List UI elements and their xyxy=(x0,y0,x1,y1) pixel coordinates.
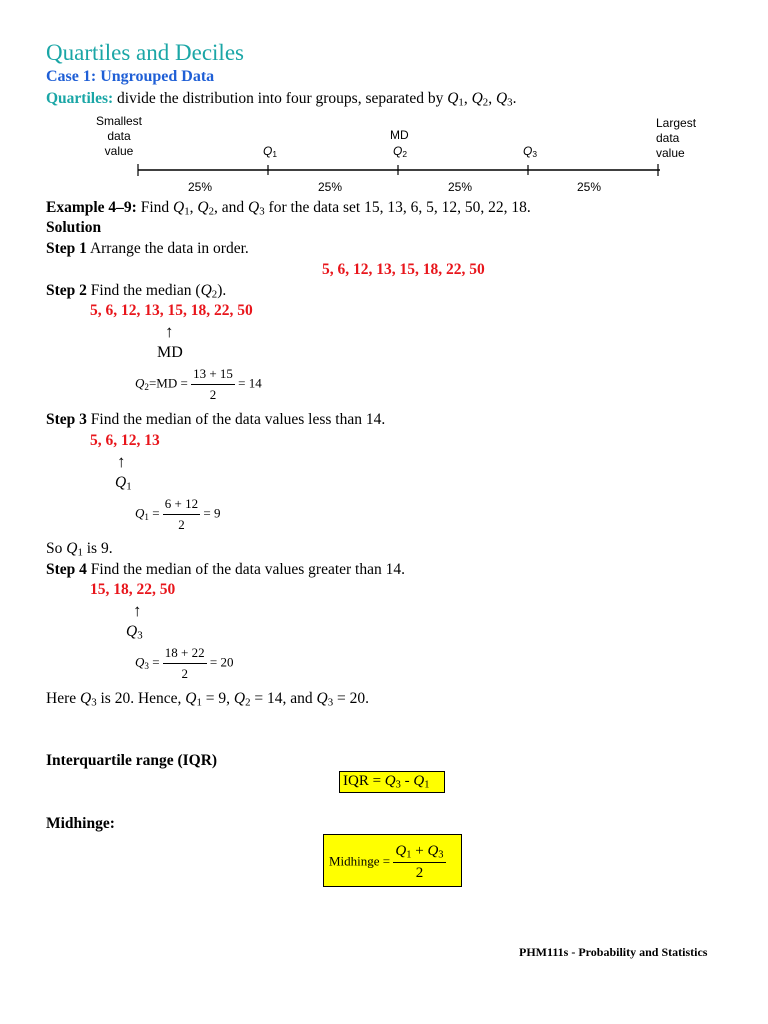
step1-data: 5, 6, 12, 13, 15, 18, 22, 50 xyxy=(322,261,485,278)
number-line xyxy=(130,160,670,180)
page-title: Quartiles and Deciles xyxy=(46,40,244,65)
percent-3: 25% xyxy=(448,180,473,194)
percent-2: 25% xyxy=(318,180,343,194)
iqr-heading: Interquartile range (IQR) xyxy=(46,752,218,769)
iqr-formula: IQR = $Q_3 - Q_1$ xyxy=(343,773,430,791)
q1-label: $Q_1$ xyxy=(115,474,132,493)
case-heading: Case 1: Ungrouped Data xyxy=(46,68,215,85)
quartiles-definition: Quartiles: divide the distribution into four groups, separated by $Q_1$, $Q_2$, $Q_3$. xyxy=(46,90,517,109)
step1-text: Step 1 Arrange the data in order. xyxy=(46,240,249,257)
step3-data: 5, 6, 12, 13 xyxy=(90,432,160,449)
step2-data: 5, 6, 12, 13, 15, 18, 22, 50 xyxy=(90,302,253,319)
midhinge-formula: Midhinge = $\frac{Q_1 + Q_3}{2}$ xyxy=(329,843,444,881)
step2-equation: $Q_2=MD$ = $\frac{13 + 15}{2}$ = 14 xyxy=(135,366,262,402)
q2-marker: $Q_2$ xyxy=(393,144,408,160)
step4-equation: $Q_3$ = $\frac{18 + 22}{2}$ = 20 xyxy=(135,645,234,681)
midhinge-heading: Midhinge: xyxy=(46,815,115,832)
step4-data: 15, 18, 22, 50 xyxy=(90,581,176,598)
quartiles-text: divide the distribution into four groups, separated by xyxy=(113,90,448,107)
percent-1: 25% xyxy=(188,180,213,194)
largest-label: Largest data value xyxy=(656,116,697,160)
md-marker: MD xyxy=(390,128,409,142)
md-arrow: ↑ xyxy=(165,322,174,341)
summary: Here $Q_3$ is 20. Hence, $Q_1 = 9$, $Q_2 = 14$, and $Q_3 = 20$. xyxy=(46,690,370,709)
q3-label: $Q_3$ xyxy=(126,623,143,642)
footer: PHM111s - Probability and Statistics xyxy=(519,945,708,959)
solution-heading: Solution xyxy=(46,219,102,236)
md-label: MD xyxy=(157,344,183,361)
smallest-label: Smallest data value xyxy=(96,114,143,158)
q1-marker: $Q_1$ xyxy=(263,144,278,160)
step3-equation: $Q_1$ = $\frac{6 + 12}{2}$ = 9 xyxy=(135,496,221,532)
iqr-formula-box xyxy=(339,771,445,793)
example-statement: Example 4–9: Find $Q_1$, $Q_2$, and $Q_3$ for the data set 15, 13, 6, 5, 12, 50, 22, 18. xyxy=(46,199,531,218)
step3-conclusion: So $Q_1$ is 9. xyxy=(46,540,113,559)
q1-arrow: ↑ xyxy=(117,452,126,471)
example-label: Example 4–9: xyxy=(46,199,137,216)
q3-marker: $Q_3$ xyxy=(523,144,538,160)
midhinge-formula-box xyxy=(323,834,462,887)
step2-text: Step 2 Find the median $(Q_2)$. xyxy=(46,282,227,301)
q3-arrow: ↑ xyxy=(133,601,142,620)
step4-text: Step 4 Find the median of the data values greater than 14. xyxy=(46,561,405,578)
quartiles-label: Quartiles: xyxy=(46,90,114,107)
step3-text: Step 3 Find the median of the data values less than 14. xyxy=(46,411,386,428)
percent-4: 25% xyxy=(577,180,602,194)
